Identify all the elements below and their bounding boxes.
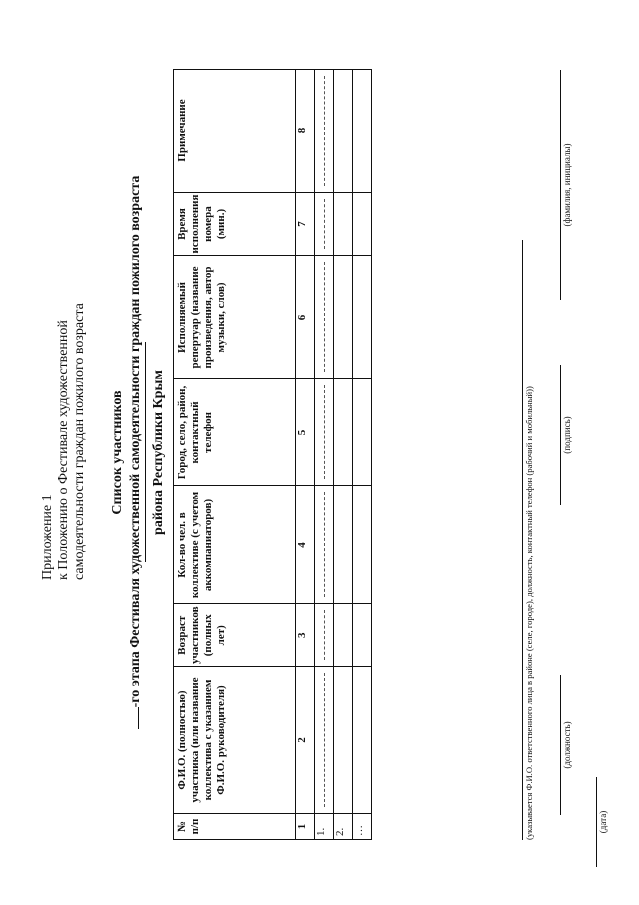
table-cell[interactable] [353,379,372,486]
row-number: … [353,814,372,840]
table-cell[interactable] [334,256,353,379]
column-number-row [296,69,315,839]
table-cell[interactable] [353,604,372,667]
table-cell[interactable] [315,192,334,256]
table-cell[interactable] [353,256,372,379]
date-line[interactable] [596,777,597,867]
region-line [142,40,168,865]
col-name-header: Ф.И.О. (полностью) участника (или название коллектива с указанием Ф.И.О. руководителя) [174,667,296,814]
signature-caption: (подпись) [562,416,572,454]
responsible-person-note: (указывается Ф.И.О. ответственного лица в районе (селе, городе), должность, контактный телефон (рабочий и мобильный)) [524,386,534,840]
table-row [334,69,353,839]
column-number: 8 [296,69,315,192]
document-title: Список участников [110,390,125,515]
appendix-line-3: самодеятельности граждан пожилого возраста [72,303,87,580]
table-cell[interactable] [334,604,353,667]
position-line[interactable] [560,675,561,815]
col-note-header: Примечание [174,69,296,192]
participants-table [173,69,372,840]
column-number: 4 [296,486,315,604]
region-blank[interactable] [145,343,146,563]
name-line[interactable] [560,70,561,300]
column-number: 2 [296,667,315,814]
col-time-header: Время исполнения номера (мин.) [174,192,296,256]
name-caption: (фамилия, инициалы) [562,143,572,227]
col-repertoire-header: Исполняемый репертуар (название произведения, автор музыки, слов) [174,256,296,379]
table-cell[interactable] [334,667,353,814]
date-caption: (дата) [598,810,608,834]
appendix-line-1: Приложение 1 [40,494,55,580]
table-cell[interactable] [334,192,353,256]
column-number: 7 [296,192,315,256]
row-number: 2. [334,814,353,840]
table-cell[interactable] [315,486,334,604]
table-row [353,69,372,839]
table-cell[interactable] [334,69,353,192]
table-cell[interactable] [315,256,334,379]
table-cell[interactable] [315,667,334,814]
table-cell[interactable] [353,667,372,814]
region-text: района Республики Крым [151,370,166,535]
table-cell[interactable] [334,379,353,486]
table-cell[interactable] [353,192,372,256]
column-number: 3 [296,604,315,667]
table-cell[interactable] [334,486,353,604]
appendix-line-2: к Положению о Фестивале художественной [56,320,71,580]
position-caption: (должность) [562,721,572,769]
table-cell[interactable] [315,69,334,192]
column-number: 5 [296,379,315,486]
col-number-header: № п/п [174,814,296,840]
col-count-header: Кол-во чел. в коллективе (с учетом аккомпаниаторов) [174,486,296,604]
col-age-header: Возраст участников (полных лет) [174,604,296,667]
table-cell[interactable] [353,69,372,192]
stage-blank[interactable] [126,707,139,729]
subtitle-text: -го этапа Фестиваля художественной самодеятельности граждан пожилого возраста [128,175,143,708]
table-row [315,69,334,839]
signature-line[interactable] [560,365,561,505]
table-cell[interactable] [315,604,334,667]
row-number: 1. [315,814,334,840]
table-cell[interactable] [353,486,372,604]
column-number: 1 [296,814,315,840]
appendix-header [40,100,88,580]
column-number: 6 [296,256,315,379]
table-cell[interactable] [315,379,334,486]
col-location-header: Город, село, район, контактный телефон [174,379,296,486]
responsible-person-line[interactable] [522,240,523,840]
